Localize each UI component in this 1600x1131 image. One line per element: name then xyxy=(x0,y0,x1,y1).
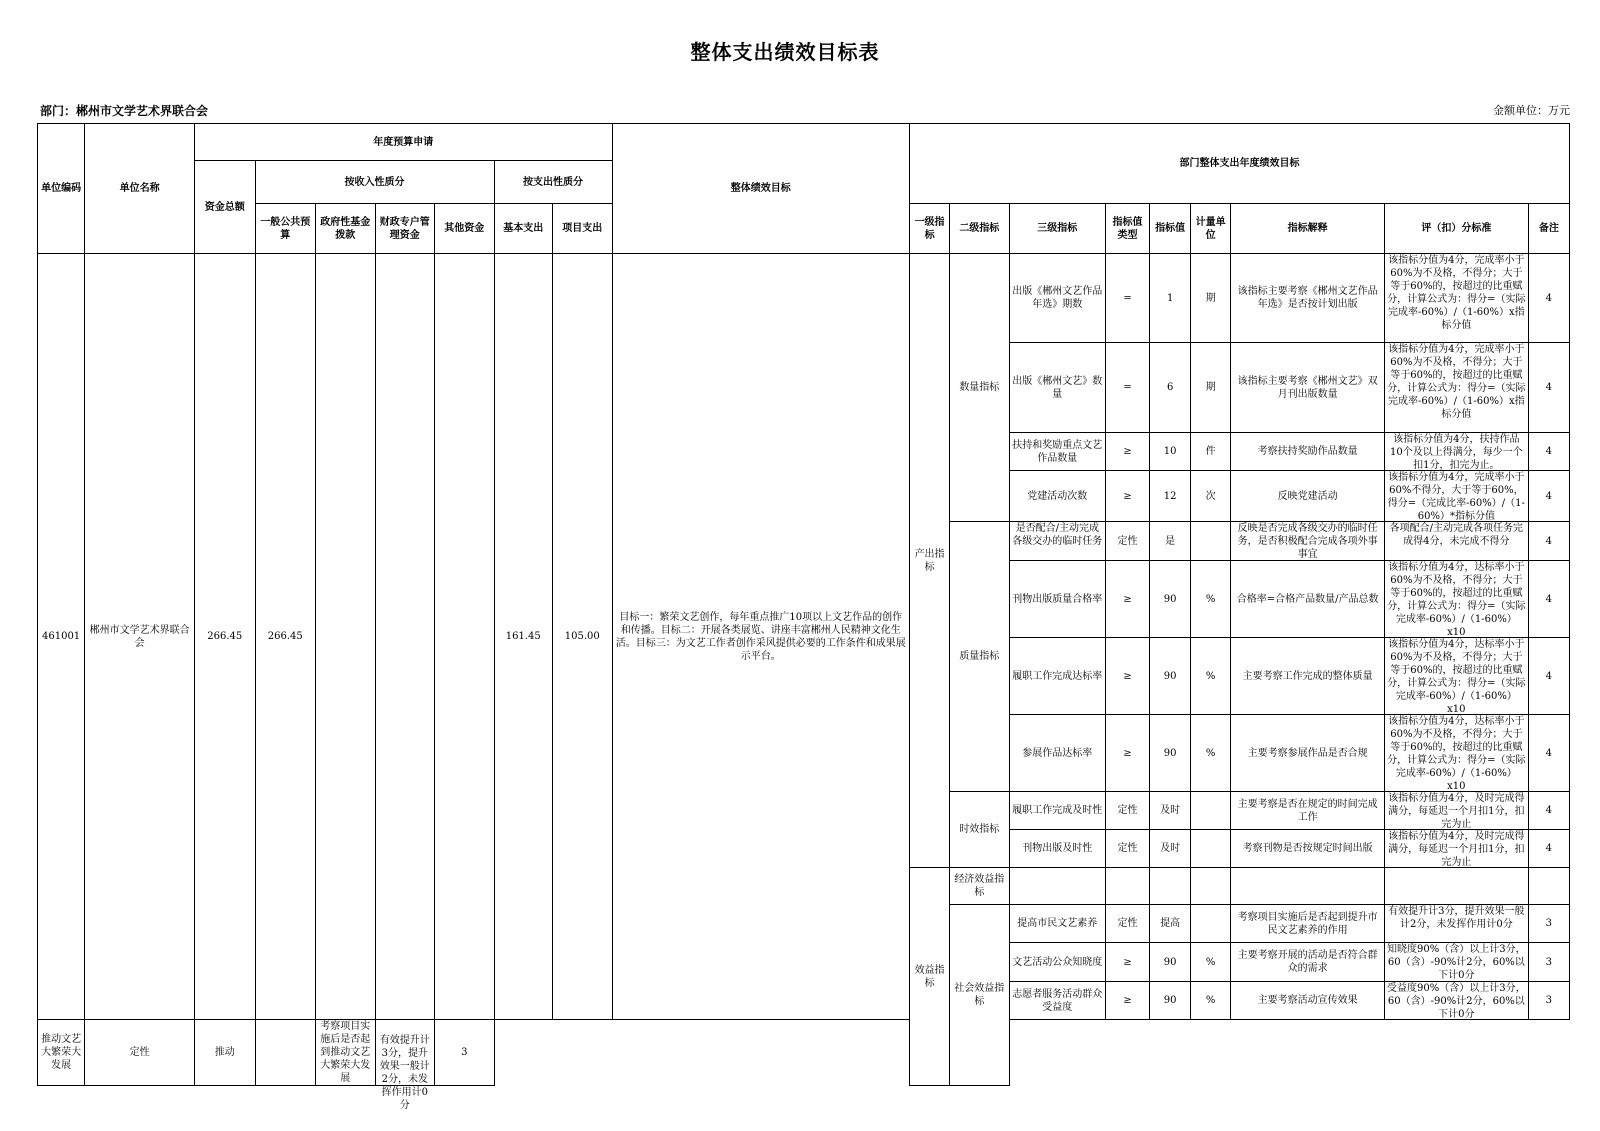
remark-cell: 4 xyxy=(1528,638,1569,715)
remark-cell: 4 xyxy=(1528,830,1569,868)
measure-unit-cell: % xyxy=(1191,715,1231,792)
measure-unit-cell: 期 xyxy=(1191,254,1231,343)
performance-table xyxy=(37,123,1570,1111)
value-type-cell: = xyxy=(1106,343,1150,433)
value-type-cell: ≥ xyxy=(1106,943,1150,982)
header-unit-name: 单位名称 xyxy=(85,124,195,254)
remark-cell: 4 xyxy=(1528,433,1569,471)
header-dept-goal: 部门整体支出年度绩效目标 xyxy=(910,124,1570,204)
measure-unit-cell: 次 xyxy=(1191,471,1231,522)
measure-unit-cell xyxy=(1191,792,1231,830)
level3-cell: 履职工作完成达标率 xyxy=(1009,638,1105,715)
level3-cell: 刊物出版质量合格率 xyxy=(1009,561,1105,638)
scoring-text: 受益度90%（含）以上计3分，60（含）-90%计2分，60%以下计0分 xyxy=(1387,983,1526,1020)
remark-cell: 4 xyxy=(1528,254,1569,343)
scoring-text: 该指标分值为4分，达标率小于60%为不及格，不得分；大于等于60%的，按超过的比重赋分，计算公式为：得分=（实际完成率-60%）/（1-60%）x10 xyxy=(1387,562,1526,638)
value-type-cell: 定性 xyxy=(1106,830,1150,868)
project-expense: 105.00 xyxy=(553,254,613,1020)
table-row xyxy=(38,1020,1570,1086)
value-cell: 90 xyxy=(1150,982,1191,1020)
value-type-cell: 定性 xyxy=(1106,905,1150,943)
header-basic-expense: 基本支出 xyxy=(494,204,552,254)
general-budget: 266.45 xyxy=(255,254,316,1020)
level3-cell: 出版《郴州文艺作品年选》期数 xyxy=(1009,254,1105,343)
header-by-expense: 按支出性质分 xyxy=(494,161,612,204)
header-by-income: 按收入性质分 xyxy=(255,161,494,204)
measure-unit-cell: % xyxy=(1191,561,1231,638)
level2-quality: 质量指标 xyxy=(950,522,1010,792)
header-remark: 备注 xyxy=(1528,204,1569,254)
measure-unit-cell xyxy=(1191,905,1231,943)
value-type-cell: ≥ xyxy=(1106,561,1150,638)
scoring-text: 该指标分值为4分，完成率小于60%不得分，大于等于60%，得分=（完成比率-60%）/（1-60%）*指标分值 xyxy=(1387,472,1525,522)
table-row xyxy=(38,254,1570,343)
scoring-cell xyxy=(1385,638,1529,715)
explanation-text: 反映是否完成各级交办的临时任务，是否积极配合完成各项外事事宜 xyxy=(1237,523,1378,560)
explanation-cell: 主要考察开展的活动是否符合群众的需求 xyxy=(1231,943,1385,982)
level3-cell: 党建活动次数 xyxy=(1009,471,1105,522)
level1-benefit: 效益指标 xyxy=(910,868,950,1086)
level3-cell: 履职工作完成及时性 xyxy=(1009,792,1105,830)
value-type-cell: ≥ xyxy=(1106,433,1150,471)
remark-cell: 4 xyxy=(1528,343,1569,433)
explanation-cell: 主要考察工作完成的整体质量 xyxy=(1231,638,1385,715)
level3-cell xyxy=(1009,522,1105,561)
scoring-cell xyxy=(1385,905,1529,943)
explanation-cell: 考察刊物是否按规定时间出版 xyxy=(1231,830,1385,868)
header-level3: 三级指标 xyxy=(1009,204,1105,254)
level2-economic: 经济效益指标 xyxy=(950,868,1010,905)
page-title: 整体支出绩效目标表 xyxy=(690,40,880,64)
value-type-cell: ≥ xyxy=(1106,471,1150,522)
measure-unit-cell: % xyxy=(1191,982,1231,1020)
level3-cell: 提高市民文艺素养 xyxy=(1009,905,1105,943)
level3-text: 是否配合/主动完成各级交办的临时任务 xyxy=(1012,523,1103,547)
scoring-text: 该指标分值为4分，达标率小于60%为不及格，不得分；大于等于60%的，按超过的比重赋分，计算公式为：得分=（实际完成率-60%）/（1-60%）x10 xyxy=(1387,639,1526,715)
remark-cell: 3 xyxy=(1528,943,1569,982)
value-type-cell: 定性 xyxy=(1106,792,1150,830)
value-cell: 6 xyxy=(1150,343,1191,433)
fiscal-special xyxy=(375,254,435,1020)
overall-goal: 目标一：繁荣文艺创作，每年重点推广10项以上文艺作品的创作和传播。目标二：开展各类展览、讲座丰富郴州人民精神文化生活。目标三：为文艺工作者创作采风提供必要的工作条件和成果展示平台。 xyxy=(612,254,910,1020)
scoring-text: 该指标分值为4分，及时完成得满分，每延迟一个月扣1分，扣完为止 xyxy=(1388,831,1525,868)
explanation-cell: 主要考察活动宣传效果 xyxy=(1231,982,1385,1020)
level3-cell: 刊物出版及时性 xyxy=(1009,830,1105,868)
value-cell: 及时 xyxy=(1150,830,1191,868)
unit-code: 461001 xyxy=(38,254,85,1020)
total-funds: 266.45 xyxy=(194,254,255,1020)
remark-cell: 3 xyxy=(1528,905,1569,943)
header-level2: 二级指标 xyxy=(950,204,1010,254)
value-cell: 推动 xyxy=(194,1020,255,1086)
measure-unit-cell xyxy=(255,1020,316,1086)
level3-cell: 文艺活动公众知晓度 xyxy=(1009,943,1105,982)
level3-cell: 扶持和奖励重点文艺作品数量 xyxy=(1009,433,1105,471)
scoring-text: 各项配合/主动完成各项任务完成得4分，未完成不得分 xyxy=(1389,523,1524,547)
value-cell: 1 xyxy=(1150,254,1191,343)
level2-timeliness: 时效指标 xyxy=(950,792,1010,868)
remark-cell: 4 xyxy=(1528,471,1569,522)
gov-fund xyxy=(316,254,376,1020)
value-cell: 90 xyxy=(1150,943,1191,982)
explanation-cell xyxy=(1231,522,1385,561)
department-label: 部门：郴州市文学艺术界联合会 xyxy=(40,104,209,118)
scoring-cell xyxy=(1385,471,1529,522)
level3-cell: 出版《郴州文艺》数量 xyxy=(1009,343,1105,433)
header-value: 指标值 xyxy=(1150,204,1191,254)
value-type-cell: 定性 xyxy=(85,1020,195,1086)
level1-output: 产出指标 xyxy=(910,254,950,868)
scoring-cell xyxy=(375,1020,435,1111)
scoring-cell xyxy=(1385,254,1529,343)
measure-unit-cell xyxy=(1191,522,1231,561)
remark-cell: 4 xyxy=(1528,561,1569,638)
value-cell: 12 xyxy=(1150,471,1191,522)
explanation-cell: 主要考察参展作品是否合规 xyxy=(1231,715,1385,792)
scoring-cell xyxy=(1385,830,1529,868)
measure-unit-cell: 期 xyxy=(1191,343,1231,433)
value-cell: 90 xyxy=(1150,715,1191,792)
explanation-cell: 该指标主要考察《郴州文艺作品年选》是否按计划出版 xyxy=(1231,254,1385,343)
scoring-cell xyxy=(1385,792,1529,830)
header-general-budget: 一般公共预算 xyxy=(255,204,316,254)
header-scoring: 评（扣）分标准 xyxy=(1385,204,1529,254)
value-type-cell: ≥ xyxy=(1106,982,1150,1020)
explanation-cell: 考察项目实施后是否起到推动文艺大繁荣大发展 xyxy=(316,1020,376,1086)
header-gov-fund: 政府性基金拨款 xyxy=(316,204,376,254)
scoring-text: 有效提升计3分，提升效果一般计2分，未发挥作用计0分 xyxy=(379,1035,430,1111)
remark-cell: 3 xyxy=(435,1020,495,1086)
value-cell: 90 xyxy=(1150,561,1191,638)
value-cell: 提高 xyxy=(1150,905,1191,943)
value-cell: 是 xyxy=(1150,522,1191,561)
unit-name: 郴州市文学艺术界联合会 xyxy=(85,254,195,1020)
level3-cell: 参展作品达标率 xyxy=(1009,715,1105,792)
header-level1: 一级指标 xyxy=(910,204,950,254)
explanation-cell: 主要考察是否在规定的时间完成工作 xyxy=(1231,792,1385,830)
scoring-cell xyxy=(1385,982,1529,1020)
value-cell: 及时 xyxy=(1150,792,1191,830)
value-cell: 10 xyxy=(1150,433,1191,471)
scoring-cell xyxy=(1385,433,1529,471)
explanation-cell: 反映党建活动 xyxy=(1231,471,1385,522)
header-explanation: 指标解释 xyxy=(1231,204,1385,254)
value-type-cell: = xyxy=(1106,254,1150,343)
measure-unit-cell: % xyxy=(1191,943,1231,982)
scoring-text: 该指标分值为4分，扶持作品10个及以上得满分，每少一个扣1分，扣完为止。 xyxy=(1389,434,1523,471)
header-value-type: 指标值类型 xyxy=(1106,204,1150,254)
header-project-expense: 项目支出 xyxy=(553,204,613,254)
scoring-text: 该指标分值为4分，完成率小于60%为不及格，不得分；大于等于60%的，按超过的比重赋分，计算公式为：得分=（实际完成率-60%）/（1-60%）x指标分值 xyxy=(1387,344,1526,420)
header-total-funds: 资金总额 xyxy=(194,161,255,254)
header-measure-unit: 计量单位 xyxy=(1191,204,1231,254)
amount-unit: 金额单位：万元 xyxy=(1493,104,1570,117)
explanation-cell: 考察扶持奖励作品数量 xyxy=(1231,433,1385,471)
scoring-cell xyxy=(1385,943,1529,982)
header-unit-code: 单位编码 xyxy=(38,124,85,254)
value-type-cell: ≥ xyxy=(1106,638,1150,715)
scoring-cell xyxy=(1385,343,1529,433)
scoring-cell xyxy=(1385,715,1529,792)
value-cell: 90 xyxy=(1150,638,1191,715)
measure-unit-cell: 件 xyxy=(1191,433,1231,471)
value-type-cell: 定性 xyxy=(1106,522,1150,561)
value-type-cell: ≥ xyxy=(1106,715,1150,792)
scoring-text: 该指标分值为4分，完成率小于60%为不及格，不得分；大于等于60%的，按超过的比重赋分，计算公式为：得分=（实际完成率-60%）/（1-60%）x指标分值 xyxy=(1387,255,1526,331)
measure-unit-cell xyxy=(1191,830,1231,868)
header-other-funds: 其他资金 xyxy=(435,204,495,254)
header-fiscal-special: 财政专户管理资金 xyxy=(375,204,435,254)
remark-cell: 4 xyxy=(1528,792,1569,830)
remark-cell: 3 xyxy=(1528,982,1569,1020)
scoring-text: 该指标分值为4分，达标率小于60%为不及格，不得分；大于等于60%的，按超过的比重赋分，计算公式为：得分=（实际完成率-60%）/（1-60%）x10 xyxy=(1387,716,1526,792)
scoring-text: 该指标分值为4分，及时完成得满分，每延迟一个月扣1分，扣完为止 xyxy=(1388,793,1525,830)
basic-expense: 161.45 xyxy=(494,254,552,1020)
header-overall-goal: 整体绩效目标 xyxy=(612,124,910,254)
level3-cell: 推动文艺大繁荣大发展 xyxy=(38,1020,85,1086)
level3-cell: 志愿者服务活动群众受益度 xyxy=(1009,982,1105,1020)
other-funds xyxy=(435,254,495,1020)
level2-quantity: 数量指标 xyxy=(950,254,1010,522)
scoring-cell xyxy=(1385,522,1529,561)
explanation-cell: 考察项目实施后是否起到提升市民文艺素养的作用 xyxy=(1231,905,1385,943)
remark-cell: 4 xyxy=(1528,522,1569,561)
header-annual-budget: 年度预算申请 xyxy=(194,124,612,161)
remark-cell: 4 xyxy=(1528,715,1569,792)
explanation-cell: 该指标主要考察《郴州文艺》双月刊出版数量 xyxy=(1231,343,1385,433)
scoring-text: 知晓度90%（含）以上计3分，60（含）-90%计2分，60%以下计0分 xyxy=(1387,944,1526,981)
explanation-cell: 合格率=合格产品数量/产品总数 xyxy=(1231,561,1385,638)
scoring-text: 有效提升计3分，提升效果一般计2分，未发挥作用计0分 xyxy=(1388,906,1525,930)
measure-unit-cell: % xyxy=(1191,638,1231,715)
scoring-cell xyxy=(1385,561,1529,638)
level2-social: 社会效益指标 xyxy=(950,905,1010,1086)
